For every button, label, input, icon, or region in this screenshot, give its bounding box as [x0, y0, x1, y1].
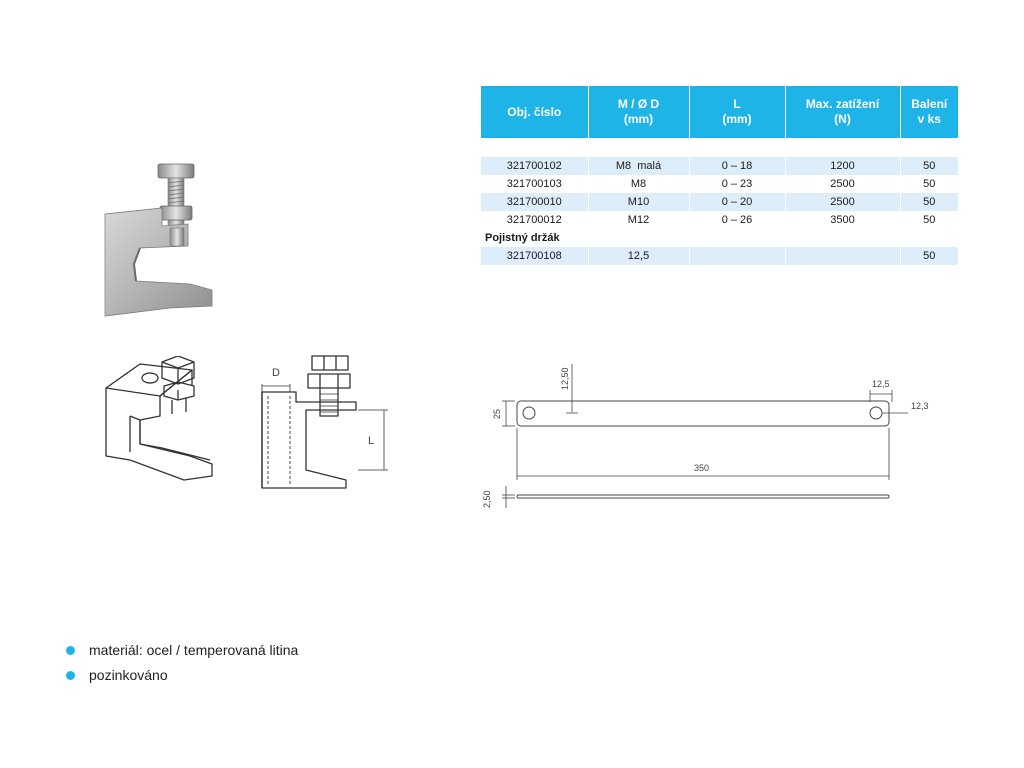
table-cell: 12,5	[588, 247, 689, 265]
header-cell: L (mm)	[689, 86, 785, 138]
table-cell: 3500	[785, 211, 900, 229]
dimension-thickness-label: 2,50	[482, 490, 492, 508]
table-cell: 321700010	[481, 193, 588, 211]
table-cell: 321700108	[481, 247, 588, 265]
table-row	[481, 175, 958, 193]
dimension-hole-dia-label: 12,3	[911, 401, 929, 411]
table-cell: 50	[900, 175, 958, 193]
table-cell: 50	[900, 211, 958, 229]
table-cell: M12	[588, 211, 689, 229]
feature-text: materiál: ocel / temperovaná litina	[89, 642, 299, 658]
feature-text: pozinkováno	[89, 667, 168, 683]
table-row	[481, 157, 958, 175]
table-cell: 0 – 23	[689, 175, 785, 193]
table-group-label: Pojistný držák	[481, 229, 689, 247]
table-cell: 321700012	[481, 211, 588, 229]
table-cell: 2500	[785, 175, 900, 193]
table-cell: 321700102	[481, 157, 588, 175]
table-group-row	[481, 229, 958, 247]
table-cell: 2500	[785, 193, 900, 211]
header-cell: Obj. číslo	[481, 86, 588, 138]
table-cell: M8	[588, 175, 689, 193]
table-cell: 50	[900, 247, 958, 265]
table-row	[481, 247, 958, 265]
header-cell: Max. zatížení (N)	[785, 86, 900, 138]
dimension-l-label: L	[368, 435, 375, 447]
dimension-width-label: 25	[492, 408, 502, 419]
table-cell: 0 – 26	[689, 211, 785, 229]
table-row	[481, 193, 958, 211]
table-cell: M10	[588, 193, 689, 211]
clamp-iso-drawing	[100, 356, 230, 491]
table-row	[481, 211, 958, 229]
dimension-length-label: 350	[694, 463, 710, 473]
dimension-hole-offset-label: 12,50	[560, 367, 570, 390]
table-cell: M8 malá	[588, 157, 689, 175]
safety-strap-drawing	[480, 356, 940, 516]
bullet-dot-icon	[66, 646, 75, 655]
header-cell: Balení v ks	[900, 86, 958, 138]
table-cell: 0 – 18	[689, 157, 785, 175]
bullet-dot-icon	[66, 671, 75, 680]
table-cell: 0 – 20	[689, 193, 785, 211]
spec-table	[481, 86, 958, 265]
table-cell: 50	[900, 157, 958, 175]
table-spacer-row	[481, 138, 958, 157]
header-cell: M / Ø D (mm)	[588, 86, 689, 138]
table-cell: 1200	[785, 157, 900, 175]
table-cell: 50	[900, 193, 958, 211]
beam-clamp-photo	[100, 156, 245, 321]
clamp-side-drawing	[246, 352, 396, 497]
table-cell: 321700103	[481, 175, 588, 193]
table-header-row	[481, 86, 958, 138]
dimension-d-label: D	[272, 367, 280, 379]
dimension-spacing-label: 12,5	[872, 379, 890, 389]
table-cell	[785, 247, 900, 265]
table-cell	[689, 247, 785, 265]
